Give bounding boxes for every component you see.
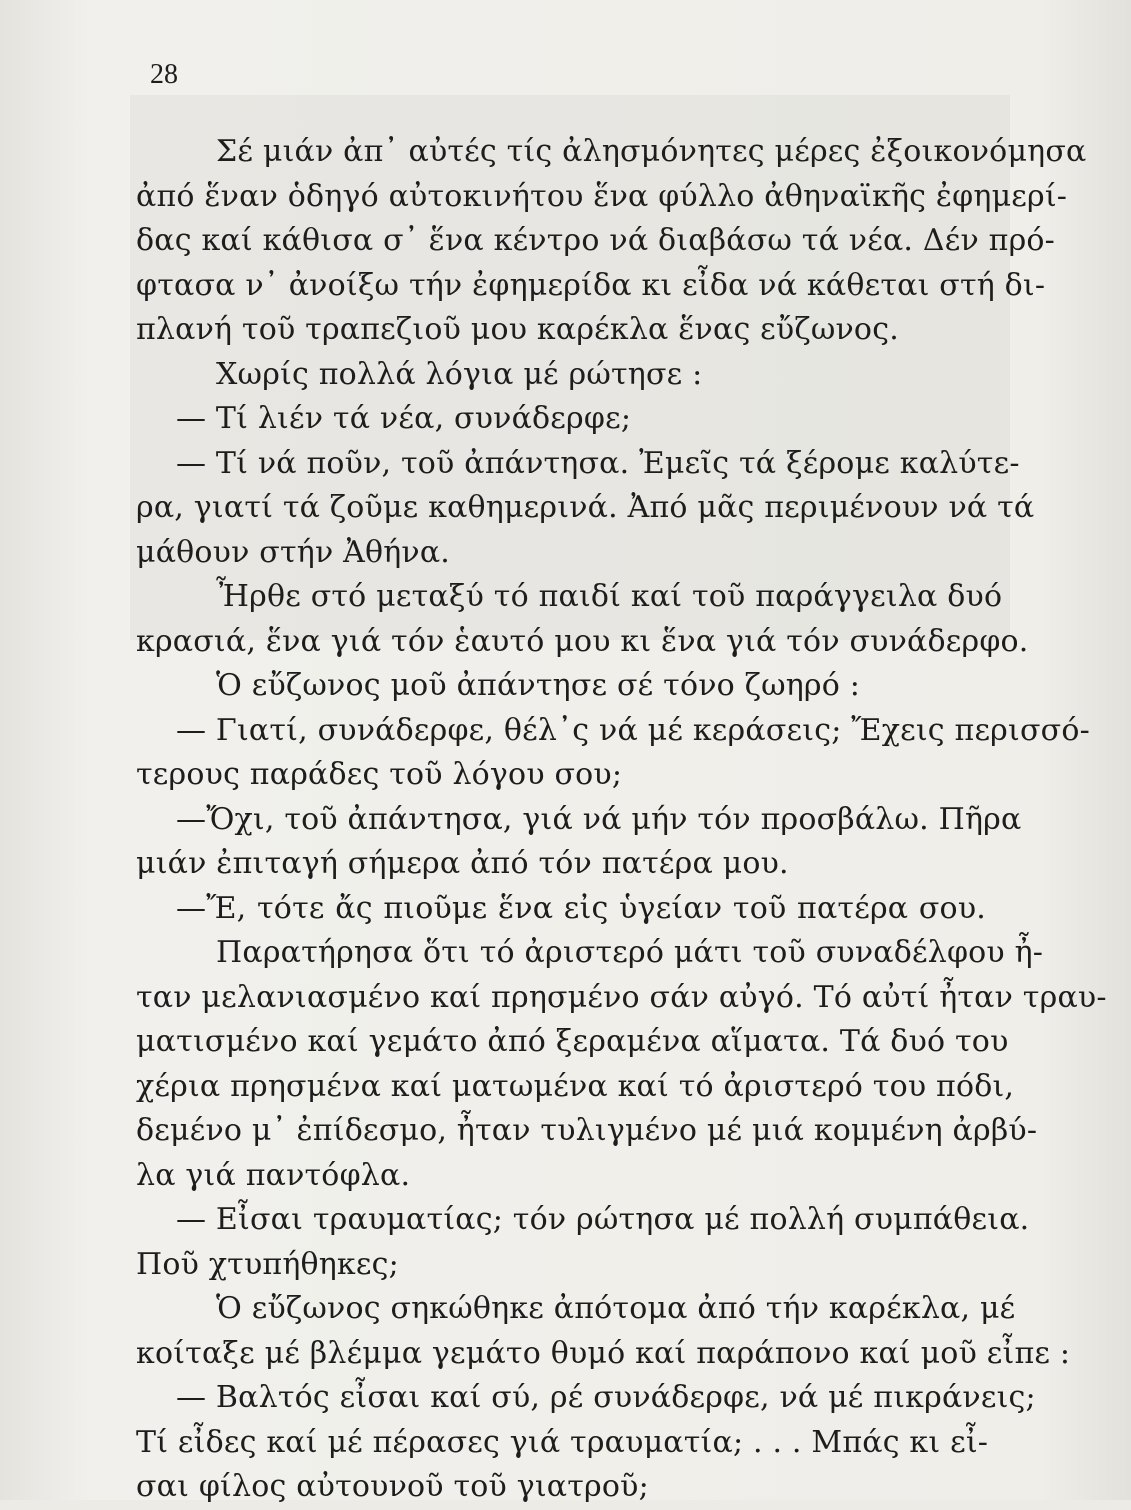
text-line: —Ὄχι, τοῦ ἀπάντησα, γιά νά μήν τόν προσβάλω. Πῆρα bbox=[176, 801, 1022, 837]
text-line: ρα, γιατί τά ζοῦμε καθημερινά. Ἀπό μᾶς περιμένουν νά τά bbox=[136, 490, 1035, 525]
text-line: Παρατήρησα ὅτι τό ἀριστερό μάτι τοῦ συναδέλφου ἦ- bbox=[216, 935, 1044, 970]
text-line: — Εἶσαι τραυματίας; τόν ρώτησα μέ πολλή συμπάθεια. bbox=[176, 1202, 1030, 1237]
text-line: μάθουν στήν Ἀθήνα. bbox=[136, 534, 451, 570]
text-line: κρασιά, ἕνα γιά τόν ἑαυτό μου κι ἕνα γιά τόν συνάδερφο. bbox=[136, 623, 1029, 659]
text-line: —Ἔ, τότε ἄς πιοῦμε ἕνα εἰς ὑγείαν τοῦ πατέρα σου. bbox=[176, 890, 986, 926]
text-line: τερους παράδες τοῦ λόγου σου; bbox=[136, 757, 623, 792]
text-line: Τί εἶδες καί μέ πέρασες γιά τραυματία; . . . Μπάς κι εἶ- bbox=[136, 1424, 989, 1460]
text-line: κοίταξε μέ βλέμμα γεμάτο θυμό καί παράπονο καί μοῦ εἶπε : bbox=[136, 1335, 1071, 1371]
text-line: — Γιατί, συνάδερφε, θέλ᾿ς νά μέ κεράσεις; Ἔχεις περισσό- bbox=[176, 712, 1090, 748]
text-line: δεμένο μ᾿ ἐπίδεσμο, ἦταν τυλιγμένο μέ μιά κομμένη ἀρβύ- bbox=[136, 1113, 1038, 1148]
text-line: μιάν ἐπιταγή σήμερα ἀπό τόν πατέρα μου. bbox=[136, 846, 789, 881]
text-line: χέρια πρησμένα καί ματωμένα καί τό ἀριστερό του πόδι, bbox=[136, 1068, 1015, 1104]
text-line: Ὁ εὔζωνος σηκώθηκε ἀπότομα ἀπό τήν καρέκλα, μέ bbox=[216, 1291, 1016, 1326]
text-line: — Τί λιέν τά νέα, συνάδερφε; bbox=[176, 401, 632, 436]
text-line: λα γιά παντόφλα. bbox=[136, 1157, 411, 1193]
text-line: πλανή τοῦ τραπεζιοῦ μου καρέκλα ἕνας εὔζωνος. bbox=[136, 312, 899, 347]
text-line: Ὁ εὔζωνος μοῦ ἀπάντησε σέ τόνο ζωηρό : bbox=[216, 668, 861, 703]
text-line: Ποῦ χτυπήθηκες; bbox=[136, 1246, 399, 1282]
body-text bbox=[136, 130, 1107, 1510]
text-line: δας καί κάθισα σ᾿ ἕνα κέντρο νά διαβάσω τά νέα. Δέν πρό- bbox=[136, 223, 1056, 258]
text-line: Σέ μιάν ἀπ᾿ αὐτές τίς ἀλησμόνητες μέρες ἐξοικονόμησα bbox=[216, 134, 1087, 169]
text-line: σαι φίλος αὐτουνοῦ τοῦ γιατροῦ; bbox=[136, 1469, 649, 1504]
text-line: ταν μελανιασμένο καί πρησμένο σάν αὐγό. Τό αὐτί ἦταν τραυ- bbox=[136, 979, 1107, 1015]
text-line: ματισμένο καί γεμάτο ἀπό ξεραμένα αἵματα. Τά δυό του bbox=[136, 1024, 1009, 1059]
text-line: Ἦρθε στό μεταξύ τό παιδί καί τοῦ παράγγειλα δυό bbox=[216, 579, 1003, 614]
page-number: 28 bbox=[150, 59, 178, 90]
text-line: ἀπό ἕναν ὁδηγό αὐτοκινήτου ἕνα φύλλο ἀθηναϊκῆς ἐφημερί- bbox=[136, 178, 1068, 214]
text-line: Χωρίς πολλά λόγια μέ ρώτησε : bbox=[216, 356, 703, 392]
text-line: — Τί νά ποῦν, τοῦ ἀπάντησα. Ἐμεῖς τά ξέρομε καλύτε- bbox=[176, 445, 1020, 481]
text-line: φτασα ν᾿ ἀνοίξω τήν ἐφημερίδα κι εἶδα νά κάθεται στή δι- bbox=[136, 267, 1046, 303]
text-line: — Βαλτός εἶσαι καί σύ, ρέ συνάδερφε, νά μέ πικράνεις; bbox=[176, 1380, 1036, 1415]
